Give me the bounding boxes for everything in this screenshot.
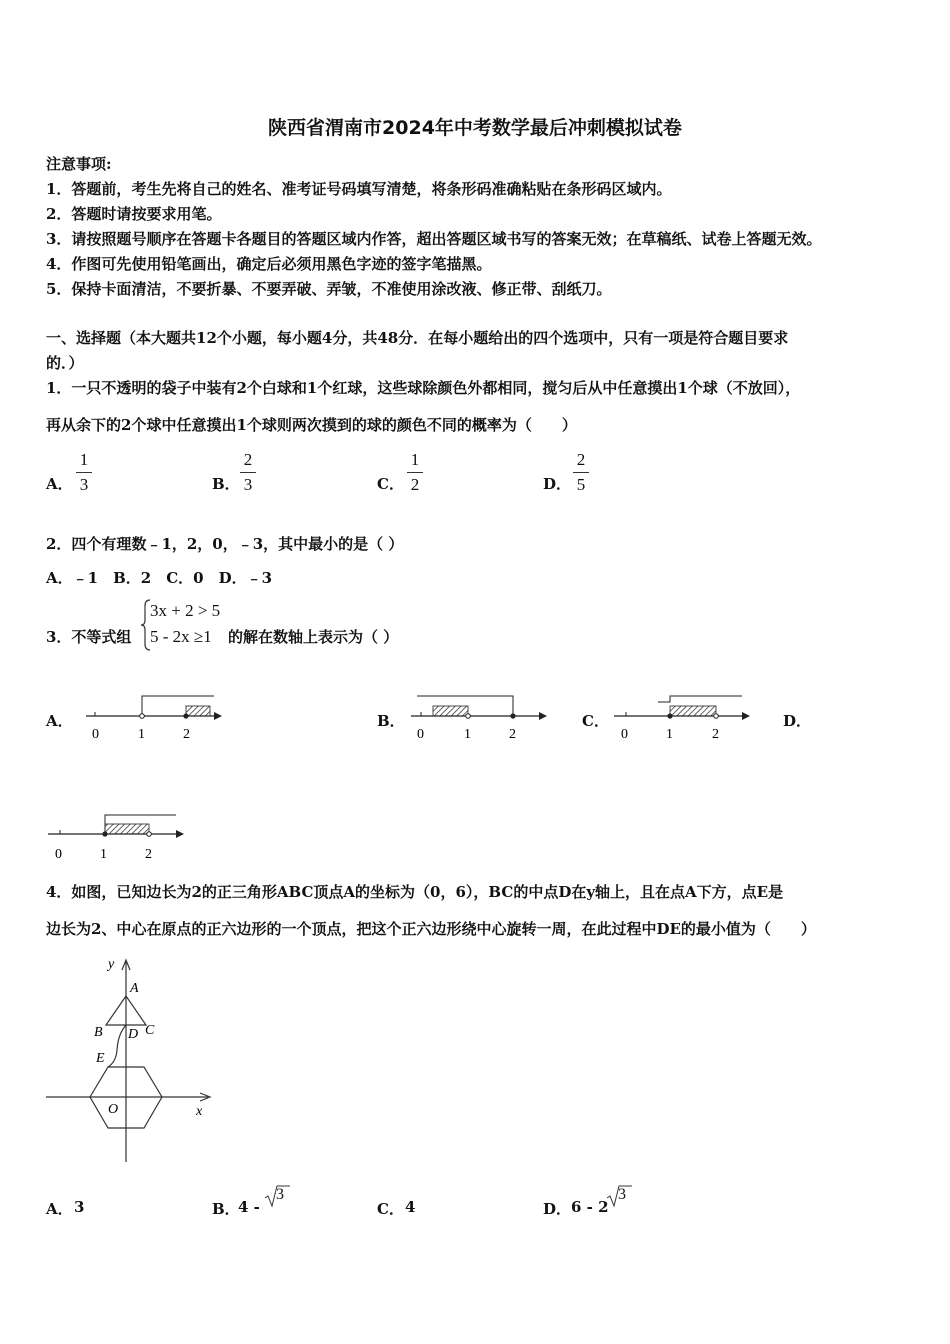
q3-option-b-number-line	[405, 688, 555, 746]
fraction-denominator: 3	[79, 475, 89, 494]
q2-options: A．﹣1 B．2 C．0 D．﹣3	[46, 569, 273, 587]
fraction-denominator: 5	[576, 475, 586, 494]
q4-option-b-label: B．	[212, 1200, 240, 1218]
tick-label: 2	[712, 727, 719, 742]
tick-label: 0	[92, 727, 99, 742]
q1-option-b-label: B．	[212, 475, 240, 493]
fraction-numerator: 2	[576, 450, 586, 469]
q4-option-b-radicand: 3	[276, 1186, 284, 1203]
q4-text-cont: 边长为2、中心在原点的正六边形的一个顶点，把这个正六边形绕中心旋转一周，在此过程中DE的最小值为（ ）	[46, 920, 816, 938]
tick-label: 2	[509, 727, 516, 742]
fraction-numerator: 1	[79, 450, 89, 469]
tick-label: 2	[145, 847, 152, 862]
q4-option-a-value: 3	[74, 1198, 85, 1216]
q4-option-c-label: C．	[377, 1200, 404, 1218]
tick-label: 2	[183, 727, 190, 742]
axis-label-x: x	[196, 1104, 203, 1119]
q1-text-cont: 再从余下的2个球中任意摸出1个球则两次摸到的球的颜色不同的概率为（ ）	[46, 416, 577, 434]
q3-option-d-label: D．	[783, 712, 812, 730]
tick-label: 0	[621, 727, 628, 742]
tick-label: 1	[100, 847, 107, 862]
q4-option-a-label: A．	[46, 1200, 73, 1218]
q1-option-a-label: A．	[46, 475, 73, 493]
q1-option-c-label: C．	[377, 475, 404, 493]
point-label-a: A	[130, 981, 139, 996]
q4-option-d-value: 6 - 2	[571, 1198, 609, 1216]
tick-label: 1	[464, 727, 471, 742]
tick-label: 0	[417, 727, 424, 742]
q4-option-b-value: 4 -	[238, 1198, 260, 1216]
tick-label: 1	[138, 727, 145, 742]
q3-suffix: 的解在数轴上表示为（ ）	[228, 628, 399, 646]
q3-option-a-label: A．	[46, 712, 73, 730]
q4-option-d-radicand: 3	[618, 1186, 626, 1203]
notice-item: 2．答题时请按要求用笔。	[46, 205, 222, 223]
q3-prefix: 3．不等式组	[46, 628, 132, 646]
q3-option-c-label: C．	[582, 712, 609, 730]
tick-label: 0	[55, 847, 62, 862]
q4-option-c-value: 4	[405, 1198, 416, 1216]
notice-heading: 注意事项:	[46, 155, 112, 173]
q2-text: 2．四个有理数﹣1，2，0，﹣3，其中最小的是（ ）	[46, 535, 404, 553]
notice-item: 4．作图可先使用铅笔画出，确定后必须用黑色字迹的签字笔描黑。	[46, 255, 492, 273]
fraction-numerator: 2	[243, 450, 253, 469]
q4-figure	[40, 950, 220, 1170]
q1-option-d-fraction	[573, 450, 589, 495]
notice-item: 3．请按照题号顺序在答题卡各题目的答题区域内作答，超出答题区域书写的答案无效；在草稿纸、试卷上答题无效。	[46, 230, 822, 248]
q1-option-c-fraction	[407, 450, 423, 495]
notice-item: 1．答题前，考生先将自己的姓名、准考证号码填写清楚，将条形码准确粘贴在条形码区域内。	[46, 180, 672, 198]
page-title: 陕西省渭南市2024年中考数学最后冲刺模拟试卷	[268, 117, 682, 139]
q1-text: 1．一只不透明的袋子中装有2个白球和1个红球，这些球除颜色外都相同，搅匀后从中任意摸出1个球（不放回），	[46, 379, 801, 397]
point-label-d: D	[128, 1027, 139, 1042]
axis-label-y: y	[108, 957, 115, 972]
q3-option-a-number-line	[80, 688, 230, 746]
q4-text: 4．如图，已知边长为2的正三角形ABC顶点A的坐标为（0，6），BC的中点D在y轴上，且在点A下方，点E是	[46, 883, 784, 901]
section-heading-cont: 的．）	[46, 354, 84, 372]
q3-inequality-1: 3x + 2 > 5	[150, 601, 221, 620]
q4-option-d-label: D．	[543, 1200, 572, 1218]
notice-item: 5．保持卡面清洁，不要折暴、不要弄破、弄皱，不准使用涂改液、修正带、刮纸刀。	[46, 280, 612, 298]
q1-option-a-fraction	[76, 450, 92, 495]
fraction-denominator: 2	[410, 475, 420, 494]
section-heading: 一、选择题（本大题共12个小题，每小题4分，共48分．在每小题给出的四个选项中，只有一项是符合题目要求	[46, 329, 789, 347]
point-label-b: B	[94, 1025, 103, 1040]
point-label-c: C	[145, 1023, 155, 1038]
fraction-denominator: 3	[243, 475, 253, 494]
point-label-e: E	[96, 1051, 105, 1066]
q3-option-d-number-line	[44, 808, 194, 866]
q3-inequality-2: 5 - 2x ≥1	[150, 627, 212, 646]
q1-option-d-label: D．	[543, 475, 572, 493]
q3-option-b-label: B．	[377, 712, 405, 730]
point-label-o: O	[108, 1102, 119, 1117]
tick-label: 1	[666, 727, 673, 742]
q1-option-b-fraction	[240, 450, 256, 495]
fraction-numerator: 1	[410, 450, 420, 469]
q3-option-c-number-line	[608, 688, 758, 746]
